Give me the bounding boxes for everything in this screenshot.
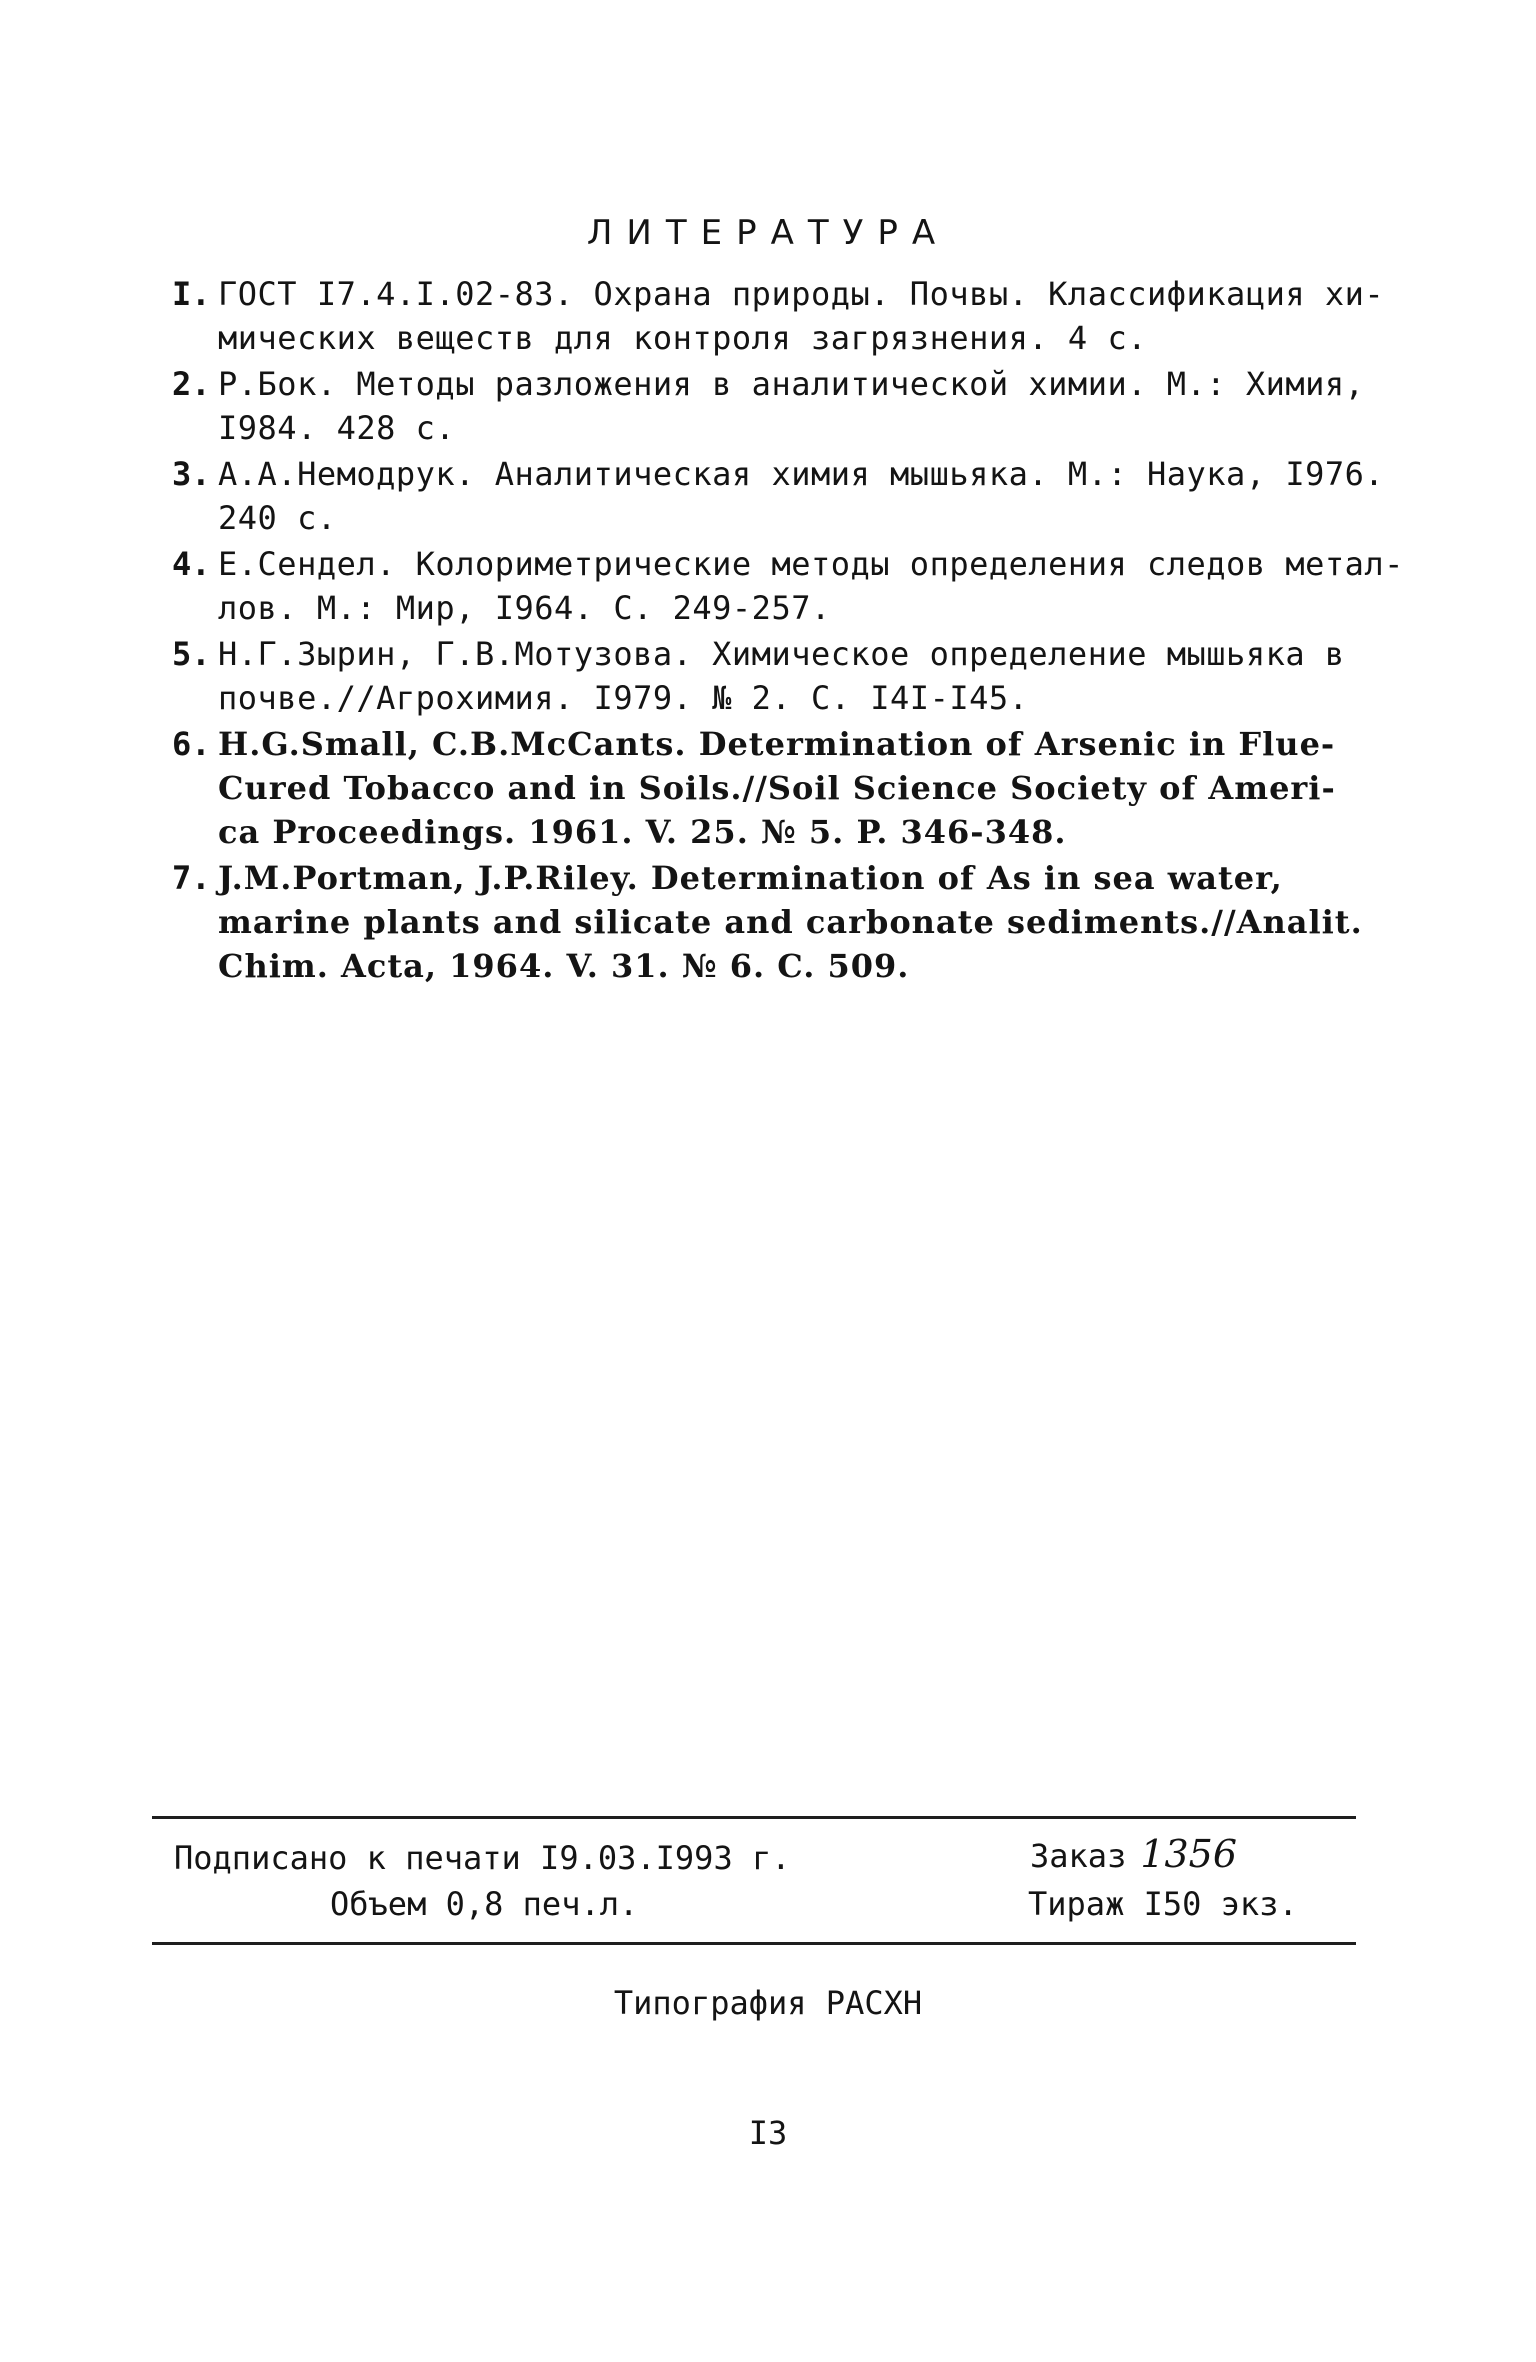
reference-text: Е.Сендел. Колориметрические методы определения следов метал- лов. М.: Мир, I964. С. 249-257. xyxy=(218,545,1404,627)
reference-item xyxy=(172,632,1412,720)
reference-item xyxy=(172,362,1412,450)
reference-number: 5. xyxy=(172,635,211,673)
reference-number: 6. xyxy=(172,725,211,763)
imprint-bottom-rule xyxy=(152,1942,1356,1945)
imprint-top-rule xyxy=(152,1816,1356,1819)
reference-item xyxy=(172,272,1412,360)
reference-text: J.M.Portman, J.P.Riley. Determination of As in sea water, marine plants and silicate and carbonate sediments.//Analit. Chim. Acta, 1964. V. 31. № 6. C. 509. xyxy=(218,859,1363,985)
reference-item xyxy=(172,722,1412,854)
imprint-volume: Объем 0,8 печ.л. xyxy=(330,1885,639,1923)
reference-number: I. xyxy=(172,275,211,313)
imprint-order xyxy=(1030,1834,1237,1876)
reference-number: 7. xyxy=(172,859,211,897)
reference-text: Н.Г.Зырин, Г.В.Мотузова. Химическое определение мышьяка в почве.//Агрохимия. I979. № 2. С. I4I-I45. xyxy=(218,635,1345,717)
reference-text: H.G.Small, C.B.McCants. Determination of Arsenic in Flue- Cured Tobacco and in Soils.//Soil Science Society of Ameri- ca Proceedings. 1961. V. 25. № 5. P. 346-348. xyxy=(218,725,1336,851)
reference-number: 4. xyxy=(172,545,211,583)
imprint-signed-to-print: Подписано к печати I9.03.I993 г. xyxy=(174,1839,791,1877)
page-number: I3 xyxy=(748,2114,788,2152)
reference-number: 3. xyxy=(172,455,211,493)
reference-number: 2. xyxy=(172,365,211,403)
references-heading: ЛИТЕРАТУРА xyxy=(586,212,950,253)
imprint-order-label: Заказ xyxy=(1030,1837,1127,1875)
reference-text: Р.Бок. Методы разложения в аналитической химии. М.: Химия, I984. 428 с. xyxy=(218,365,1365,447)
reference-item xyxy=(172,856,1412,988)
printing-house: Типография РАСХН xyxy=(613,1984,923,2022)
imprint-order-number: 1356 xyxy=(1140,1832,1238,1876)
reference-item xyxy=(172,542,1412,630)
references-list xyxy=(172,272,1412,990)
imprint-print-run: Тираж I50 экз. xyxy=(1028,1885,1298,1923)
reference-text: ГОСТ I7.4.I.02-83. Охрана природы. Почвы. Классификация хи- мических веществ для контроля загрязнения. 4 с. xyxy=(218,275,1385,357)
reference-text: А.А.Немодрук. Аналитическая химия мышьяка. М.: Наука, I976. 240 с. xyxy=(218,455,1385,537)
reference-item xyxy=(172,452,1412,540)
